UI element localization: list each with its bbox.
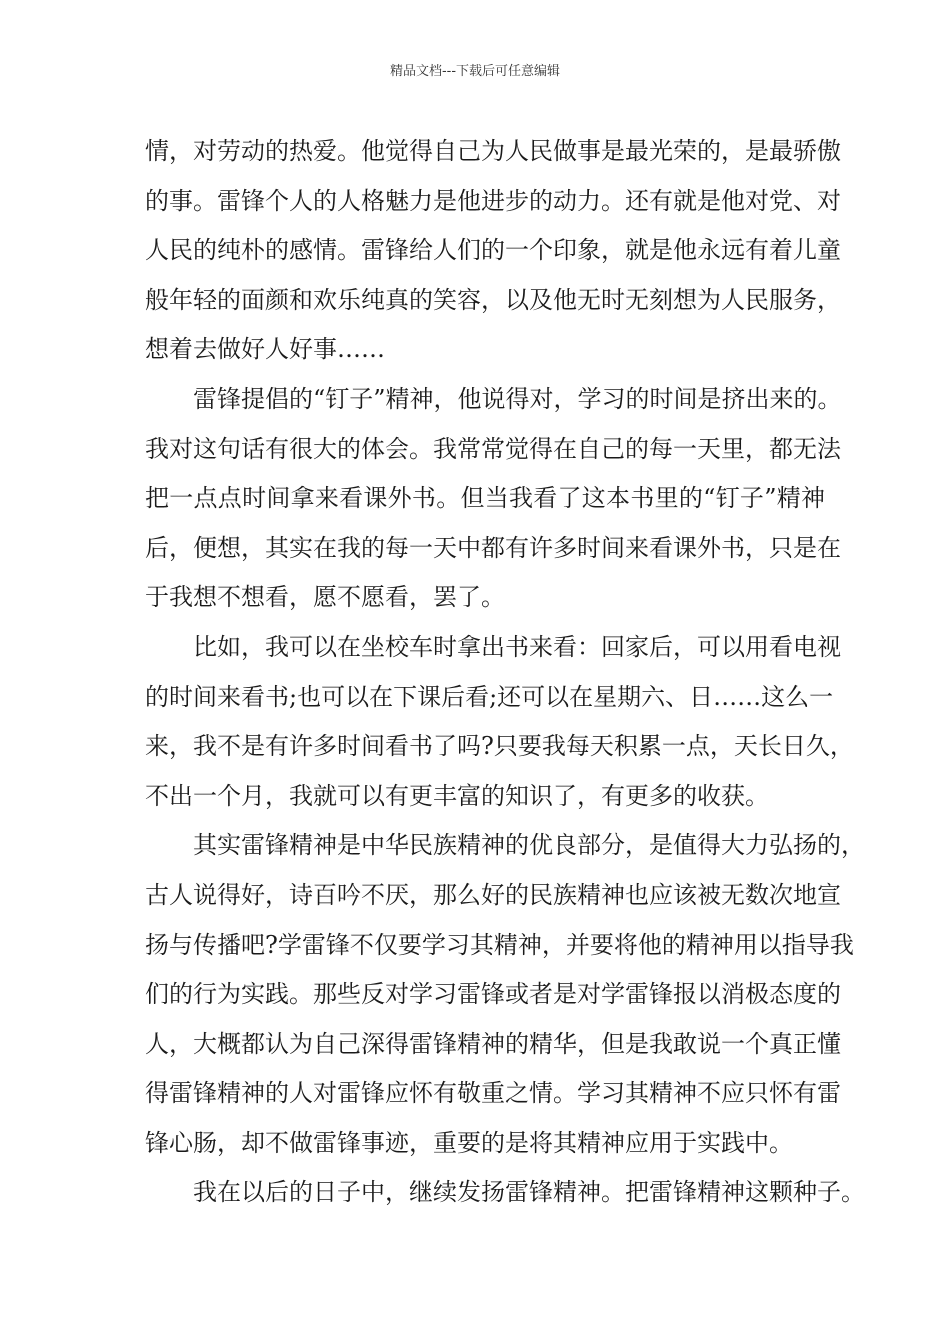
text-line: 把一点点时间拿来看课外书。但当我看了这本书里的“钉子”精神 (145, 484, 825, 513)
text-line: 雷锋提倡的“钉子”精神，他说得对，学习的时间是挤出来的。 (193, 384, 842, 413)
text-line: 情，对劳动的热爱。他觉得自己为人民做事是最光荣的，是最骄傲 (145, 137, 841, 165)
document-body (145, 127, 865, 1218)
text-line: 想着去做好人好事…… (145, 335, 385, 364)
text-line: 般年轻的面颜和欢乐纯真的笑容，以及他无时无刻想为人民服务， (145, 285, 841, 314)
text-line: 扬与传播吧?学雷锋不仅要学习其精神，并要将他的精神用以指导我 (145, 930, 854, 959)
text-line: 人民的纯朴的感情。雷锋给人们的一个印象，就是他永远有着儿童 (145, 236, 841, 265)
text-line: 于我想不想看，愿不愿看，罢了。 (145, 583, 505, 612)
page-header: 精品文档---下载后可任意编辑 (389, 64, 561, 79)
text-line: 来，我不是有许多时间看书了吗?只要我每天积累一点，天长日久， (145, 732, 854, 761)
text-line: 不出一个月，我就可以有更丰富的知识了，有更多的收获。 (145, 781, 769, 810)
text-line: 比如，我可以在坐校车时拿出书来看：回家后，可以用看电视 (193, 632, 841, 661)
text-line: 古人说得好，诗百吟不厌，那么好的民族精神也应该被无数次地宣 (145, 880, 841, 909)
text-line: 我在以后的日子中，继续发扬雷锋精神。把雷锋精神这颗种子。 (193, 1178, 865, 1207)
text-line: 后，便想，其实在我的每一天中都有许多时间来看课外书，只是在 (145, 533, 841, 562)
text-line: 得雷锋精神的人对雷锋应怀有敬重之情。学习其精神不应只怀有雷 (145, 1079, 841, 1108)
text-line: 锋心肠，却不做雷锋事迹，重要的是将其精神应用于实践中。 (145, 1128, 793, 1157)
text-line: 的事。雷锋个人的人格魅力是他进步的动力。还有就是他对党、对 (145, 186, 841, 215)
text-line: 的时间来看书;也可以在下课后看;还可以在星期六、日……这么一 (145, 682, 834, 711)
text-line: 我对这句话有很大的体会。我常常觉得在自己的每一天里，都无法 (145, 434, 841, 463)
text-line: 们的行为实践。那些反对学习雷锋或者是对学雷锋报以消极态度的 (145, 980, 841, 1009)
text-line: 人，大概都认为自己深得雷锋精神的精华，但是我敢说一个真正懂 (145, 1029, 841, 1058)
text-line: 其实雷锋精神是中华民族精神的优良部分，是值得大力弘扬的， (193, 831, 865, 860)
